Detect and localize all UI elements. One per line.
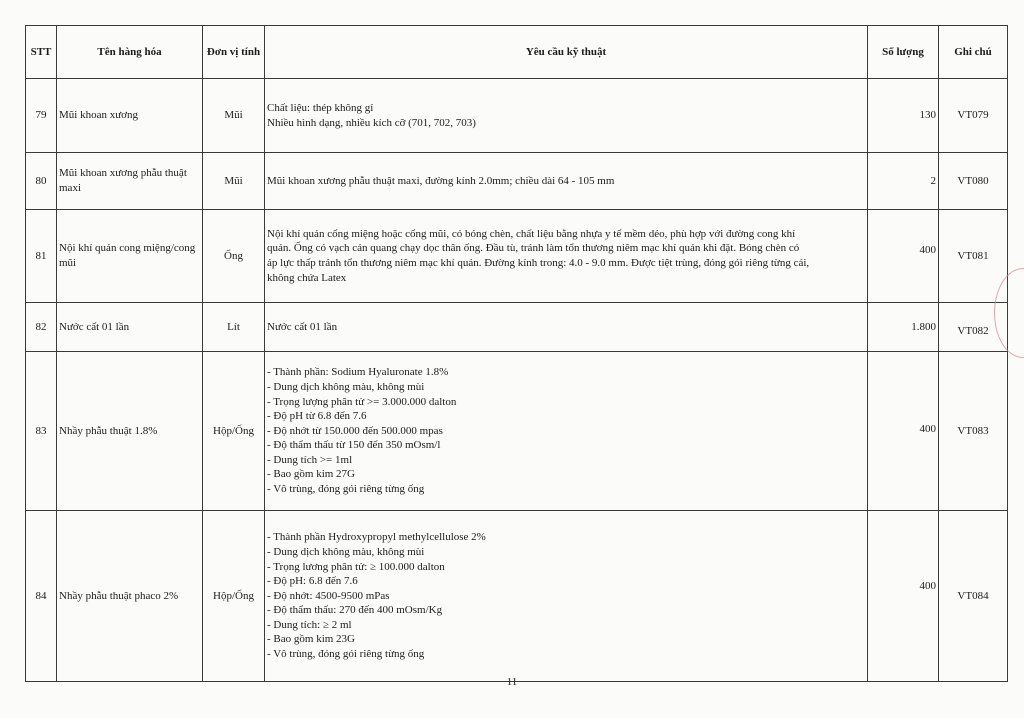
header-technical-requirements: Yêu cầu kỹ thuật	[265, 26, 868, 79]
spec-line: - Độ nhớt: 4500-9500 mPas	[267, 589, 390, 602]
spec-line: - Độ pH từ 6.8 đến 7.6	[267, 410, 367, 423]
row-note: VT082	[939, 303, 1008, 352]
row-unit: Mũi	[203, 153, 265, 210]
spec-line: - Vô trùng, đóng gói riêng từng ống	[267, 648, 425, 661]
row-note: VT081	[939, 210, 1008, 303]
row-unit: Ống	[203, 210, 265, 303]
row-note: VT079	[939, 79, 1008, 153]
row-quantity: 1.800	[868, 303, 939, 352]
row-quantity: 400	[868, 210, 939, 303]
spec-line: - Dung tích >= 1ml	[267, 453, 353, 466]
row-spec	[265, 79, 868, 153]
spec-line: không chứa Latex	[267, 271, 347, 284]
table-row	[26, 511, 1008, 682]
row-spec	[265, 352, 868, 511]
row-spec	[265, 511, 868, 682]
row-item-name: Nhầy phẫu thuật phaco 2%	[57, 511, 203, 682]
header-item-name: Tên hàng hóa	[57, 26, 203, 79]
spec-line: Nội khí quản cống miệng hoặc cống mũi, có bóng chèn, chất liệu bằng nhựa y tế mềm dẻo, phù hợp với đường cong khí	[267, 227, 796, 240]
spec-line: - Vô trùng, đóng gói riêng từng ống	[267, 483, 425, 496]
spec-line: áp lực thấp tránh tổn thương niêm mạc khí quản. Đường kính trong: 4.0 - 9.0 mm. Được tiệt trùng, đóng gói riêng từng cái,	[267, 257, 810, 269]
row-note: VT083	[939, 352, 1008, 511]
row-unit: Hộp/Ống	[203, 352, 265, 511]
row-note: VT080	[939, 153, 1008, 210]
row-quantity: 2	[868, 153, 939, 210]
spec-line: - Độ nhớt từ 150.000 đến 500.000 mpas	[267, 424, 443, 437]
spec-line: Mũi khoan xương phẫu thuật maxi, đường kính 2.0mm; chiều dài 64 - 105 mm	[267, 174, 615, 187]
row-item-name: Mũi khoan xương	[57, 79, 203, 153]
header-note: Ghi chú	[939, 26, 1008, 79]
spec-line: - Bao gồm kim 27G	[267, 468, 355, 481]
row-unit: Lít	[203, 303, 265, 352]
row-spec	[265, 303, 868, 352]
row-stt: 82	[26, 303, 57, 352]
header-unit: Đơn vị tính	[203, 26, 265, 79]
spec-line: - Trọng lương phân tử: ≥ 100.000 dalton	[267, 560, 445, 573]
row-quantity: 400	[868, 511, 939, 682]
page-number: 11	[506, 676, 518, 688]
spec-line: - Thành phần: Sodium Hyaluronate 1.8%	[267, 366, 449, 379]
spec-line: - Trọng lượng phân tử >= 3.000.000 dalton	[267, 395, 457, 408]
row-stt: 84	[26, 511, 57, 682]
row-stt: 81	[26, 210, 57, 303]
spec-line: Nước cất 01 lần	[267, 320, 338, 333]
spec-line: - Độ pH: 6.8 đến 7.6	[267, 575, 358, 588]
table-row	[26, 153, 1008, 210]
header-quantity: Số lượng	[868, 26, 939, 79]
row-quantity: 400	[868, 352, 939, 511]
spec-line: - Dung tích: ≥ 2 ml	[267, 618, 352, 631]
spec-line: - Độ thẩm thấu: 270 đến 400 mOsm/Kg	[267, 604, 443, 617]
row-note: VT084	[939, 511, 1008, 682]
spec-line: Chất liệu: thép không gỉ	[267, 101, 374, 114]
row-item-name: Mũi khoan xương phẫu thuật maxi	[57, 153, 203, 210]
spec-line: - Dung dịch không màu, không mùi	[267, 545, 425, 558]
row-stt: 79	[26, 79, 57, 153]
spec-line: quản. Ống có vạch cản quang chạy dọc thân ống. Đầu tù, tránh làm tổn thương niêm mạc khí quản khi đặt. Bóng chèn có	[267, 242, 800, 255]
table-row	[26, 79, 1008, 153]
row-item-name: Nội khí quản cong miệng/cong mũi	[57, 210, 203, 303]
row-spec	[265, 153, 868, 210]
row-unit: Hộp/Ống	[203, 511, 265, 682]
row-stt: 83	[26, 352, 57, 511]
spec-line: - Độ thẩm thấu từ 150 đến 350 mOsm/l	[267, 439, 441, 452]
row-spec	[265, 210, 868, 303]
row-item-name: Nước cất 01 lần	[57, 303, 203, 352]
row-unit: Mũi	[203, 79, 265, 153]
row-stt: 80	[26, 153, 57, 210]
row-quantity: 130	[868, 79, 939, 153]
table-row	[26, 303, 1008, 352]
header-stt: STT	[26, 26, 57, 79]
spec-line: - Dung dịch không màu, không mùi	[267, 380, 425, 393]
spec-line: Nhiều hình dạng, nhiều kích cỡ (701, 702, 703)	[267, 116, 476, 129]
table-row	[26, 210, 1008, 303]
spec-line: - Thành phần Hydroxypropyl methylcellulose 2%	[267, 531, 486, 544]
table-header-row	[26, 26, 1008, 79]
table-row	[26, 352, 1008, 511]
spec-line: - Bao gồm kim 23G	[267, 633, 355, 646]
row-item-name: Nhầy phẫu thuật 1.8%	[57, 352, 203, 511]
technical-spec-table	[25, 25, 1008, 682]
